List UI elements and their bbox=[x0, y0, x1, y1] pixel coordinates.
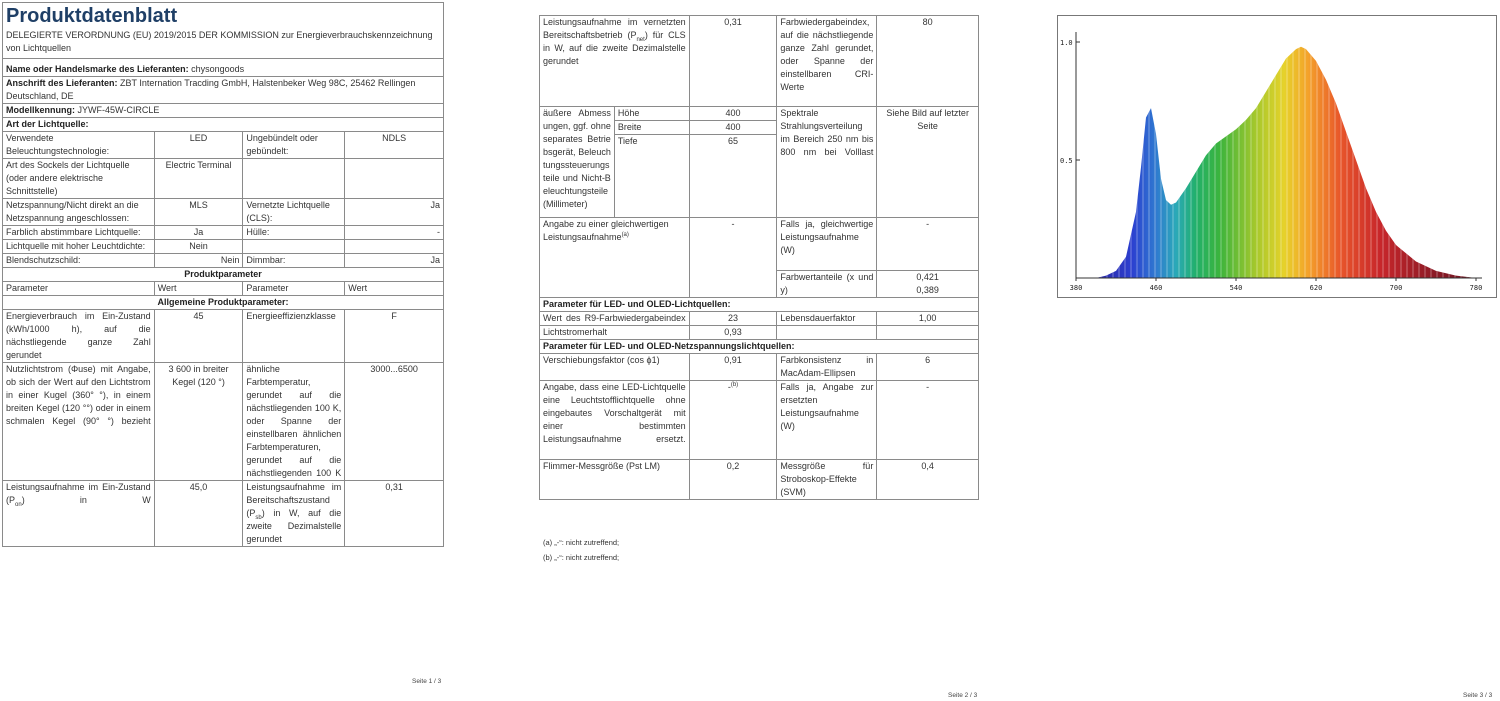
empty-cell bbox=[345, 240, 444, 254]
type-header: Art der Lichtquelle: bbox=[3, 118, 444, 132]
envelope-label: Hülle: bbox=[243, 226, 345, 240]
product-params-header: Produktparameter bbox=[3, 268, 444, 282]
directional-value: NDLS bbox=[345, 132, 444, 159]
luminance-label: Lichtquelle mit hoher Leuchtdichte: bbox=[3, 240, 155, 254]
datasheet-page-1 bbox=[0, 0, 445, 701]
empty-cell bbox=[243, 159, 345, 199]
antiglare-label: Blendschutzschild: bbox=[3, 254, 155, 268]
cap-type-label: Art des Sockels der Lichtquelle (oder andere elektrische Schnittstelle) bbox=[3, 159, 155, 199]
envelope-value: - bbox=[345, 226, 444, 240]
technology-label: Verwendete Beleuchtungstechnologie: bbox=[3, 132, 155, 159]
spectrum-plot bbox=[1058, 16, 1496, 297]
empty-cell bbox=[243, 240, 345, 254]
energy-consumption-value: 45 bbox=[154, 310, 243, 363]
width-value: 400 bbox=[689, 121, 777, 135]
energy-class-value: F bbox=[345, 310, 444, 363]
tunable-label: Farblich abstimmbare Lichtquelle: bbox=[3, 226, 155, 240]
replaced-power-value: - bbox=[877, 381, 979, 460]
spectral-distribution-label: Spektrale Strahlungsverteilung im Bereich 250 nm bis 800 nm bei Volllast bbox=[777, 107, 877, 218]
networked-standby-value: 0,31 bbox=[689, 16, 777, 107]
footnote-b: (b) „-“: nicht zutreffend; bbox=[543, 553, 620, 562]
height-label: Höhe bbox=[614, 107, 689, 121]
energy-class-label: Energieeffizienzklasse bbox=[243, 310, 345, 363]
spectrum-band-texture bbox=[1076, 47, 1476, 278]
equivalent-power-value: - bbox=[877, 218, 979, 271]
energy-consumption-label: Energieverbrauch im Ein-Zustand (kWh/1000 h), auf die nächstliegende ganze Zahl gerundet bbox=[3, 310, 155, 363]
on-mode-power-value: 45,0 bbox=[154, 481, 243, 547]
datasheet-table-page-2 bbox=[539, 15, 979, 500]
cri-value: 80 bbox=[877, 16, 979, 107]
x-tick-label: 620 bbox=[1309, 284, 1323, 292]
x-tick-label: 380 bbox=[1069, 284, 1083, 292]
cls-value: Ja bbox=[345, 199, 444, 226]
mains-value: MLS bbox=[154, 199, 243, 226]
led-params-header: Parameter für LED- und OLED-Lichtquellen: bbox=[540, 298, 979, 312]
y-tick-label: 0.5 bbox=[1060, 157, 1073, 165]
address-label: Anschrift des Lieferanten: bbox=[6, 78, 118, 88]
chromaticity-value: 0,421 0,389 bbox=[877, 271, 979, 298]
survival-factor-value: 1,00 bbox=[877, 312, 979, 326]
table-row bbox=[3, 199, 444, 226]
equivalent-power-label: Falls ja, gleichwertige Leistungsaufnahme (W) bbox=[777, 218, 877, 271]
width-label: Breite bbox=[614, 121, 689, 135]
flicker-metric-value: 0,2 bbox=[689, 460, 777, 500]
general-params-header: Allgemeine Produktparameter: bbox=[3, 296, 444, 310]
height-value: 400 bbox=[689, 107, 777, 121]
on-mode-power-label: Leistungsaufnahme im Ein-Zustand $(P_{on})$ in W bbox=[3, 481, 155, 547]
datasheet-page-2 bbox=[445, 0, 985, 701]
column-header-value: Wert bbox=[345, 282, 444, 296]
lumen-maintenance-value: 0,93 bbox=[689, 326, 777, 340]
supplier-value: chysongoods bbox=[191, 64, 245, 74]
column-header-value: Wert bbox=[154, 282, 243, 296]
footnote-a: (a) „-“: nicht zutreffend; bbox=[543, 538, 620, 547]
table-row bbox=[540, 326, 979, 340]
table-row bbox=[540, 354, 979, 381]
address-value: ZBT Internation Tracding GmbH, Halstenbeker Weg 98C, 25462 Rellingen Deutschland, DE bbox=[6, 78, 416, 101]
table-row bbox=[540, 16, 979, 107]
supplier-label: Name oder Handelsmarke des Lieferanten: bbox=[6, 64, 189, 74]
mains-params-header: Parameter für LED- und OLED-Netzspannungslichtquellen: bbox=[540, 340, 979, 354]
color-temperature-label: ähnliche Farbtemperatur, gerundet auf die nächstliegenden 100 K, oder Spanne der einstellbaren ähnlichen Farbtemperaturen, gerundet auf die nächstliegenden 100 K bbox=[243, 363, 345, 481]
table-row bbox=[3, 132, 444, 159]
equivalent-power-claim-label: Angabe zu einer gleichwertigen Leistungsaufnahme$^{(a)}$ bbox=[540, 218, 690, 298]
luminous-flux-label: Nutzlichtstrom (Φuse) mit Angabe, ob sich der Wert auf den Lichtstrom in einer Kugel (360° °), in einem breiten Kegel (120 °°) oder in einem schmalen Kegel (90° °) bezieht bbox=[3, 363, 155, 481]
column-header-parameter: Parameter bbox=[3, 282, 155, 296]
x-tick-label: 700 bbox=[1389, 284, 1403, 292]
table-row bbox=[3, 240, 444, 254]
chromaticity-label: Farbwertanteile (x und y) bbox=[777, 271, 877, 298]
tunable-value: Ja bbox=[154, 226, 243, 240]
table-row bbox=[540, 218, 979, 271]
standby-power-value: 0,31 bbox=[345, 481, 444, 547]
table-row bbox=[3, 226, 444, 240]
survival-factor-label: Lebensdauerfaktor bbox=[777, 312, 877, 326]
depth-value: 65 bbox=[689, 135, 777, 218]
y-tick-label: 1.0 bbox=[1060, 39, 1073, 47]
replaced-power-label: Falls ja, Angabe zur ersetzten Leistungsaufnahme (W) bbox=[777, 381, 877, 460]
color-temperature-value: 3000...6500 bbox=[345, 363, 444, 481]
retrofit-claim-label: Angabe, dass eine LED-Lichtquelle eine Leuchtstofflichtquelle ohne eingebautes Vorschaltgerät mit einer bestimmten Leistungsaufnahme ersetzt. bbox=[540, 381, 690, 460]
retrofit-claim-value: -$^{(b)}$ bbox=[689, 381, 777, 460]
lumen-maintenance-label: Lichtstromerhalt bbox=[540, 326, 690, 340]
dimmable-label: Dimmbar: bbox=[243, 254, 345, 268]
regulation-subtitle: DELEGIERTE VERORDNUNG (EU) 2019/2015 DER KOMMISSION zur Energieverbrauchskennzeichnung von Lichtquellen bbox=[6, 30, 433, 53]
table-row bbox=[540, 312, 979, 326]
technology-value: LED bbox=[154, 132, 243, 159]
datasheet-table-page-1 bbox=[2, 2, 444, 547]
table-row bbox=[540, 381, 979, 460]
table-row bbox=[3, 254, 444, 268]
depth-label: Tiefe bbox=[614, 135, 689, 218]
table-row bbox=[540, 107, 979, 121]
table-row bbox=[3, 310, 444, 363]
color-consistency-value: 6 bbox=[877, 354, 979, 381]
displacement-factor-label: Verschiebungsfaktor (cos ϕ1) bbox=[540, 354, 690, 381]
spectral-distribution-value: Siehe Bild auf letzter Seite bbox=[877, 107, 979, 218]
x-tick-label: 460 bbox=[1149, 284, 1163, 292]
table-row bbox=[3, 481, 444, 547]
empty-cell bbox=[345, 159, 444, 199]
model-value: JYWF-45W-CIRCLE bbox=[77, 105, 160, 115]
stroboscopic-metric-value: 0,4 bbox=[877, 460, 979, 500]
page-title: Produktdatenblatt bbox=[6, 5, 178, 27]
cap-type-value: Electric Terminal bbox=[154, 159, 243, 199]
page-number: Seite 2 / 3 bbox=[948, 692, 978, 699]
page-number: Seite 3 / 3 bbox=[1463, 692, 1493, 699]
table-row bbox=[3, 159, 444, 199]
r9-label: Wert des R9-Farbwiedergabeindex bbox=[540, 312, 690, 326]
stroboscopic-metric-label: Messgröße für Stroboskop-Effekte (SVM) bbox=[777, 460, 877, 500]
table-header-row bbox=[3, 282, 444, 296]
table-row bbox=[540, 460, 979, 500]
column-header-parameter: Parameter bbox=[243, 282, 345, 296]
antiglare-value: Nein bbox=[154, 254, 243, 268]
page-number: Seite 1 / 3 bbox=[412, 678, 442, 685]
model-label: Modellkennung: bbox=[6, 105, 75, 115]
x-tick-label: 540 bbox=[1229, 284, 1243, 292]
x-tick-label: 780 bbox=[1469, 284, 1483, 292]
color-consistency-label: Farbkonsistenz in MacAdam-Ellipsen bbox=[777, 354, 877, 381]
standby-power-label: Leistungsaufnahme im Bereitschaftszustand $(P_{sb})$ in W, auf die zweite Dezimalstelle gerundet bbox=[243, 481, 345, 547]
luminance-value: Nein bbox=[154, 240, 243, 254]
luminous-flux-value: 3 600 in breiter Kegel (120 °) bbox=[154, 363, 243, 481]
table-row bbox=[3, 363, 444, 481]
mains-label: Netzspannung/Nicht direkt an die Netzspannung angeschlossen: bbox=[3, 199, 155, 226]
r9-value: 23 bbox=[689, 312, 777, 326]
networked-standby-label: Leistungsaufnahme im vernetzten Bereitschaftsbetrieb $(P_{net})$ für CLS in W, auf die zweite Dezimalstelle gerundet bbox=[540, 16, 690, 107]
flicker-metric-label: Flimmer-Messgröße (Pst LM) bbox=[540, 460, 690, 500]
dimmable-value: Ja bbox=[345, 254, 444, 268]
directional-label: Ungebündelt oder gebündelt: bbox=[243, 132, 345, 159]
cls-label: Vernetzte Lichtquelle (CLS): bbox=[243, 199, 345, 226]
dimensions-label: äußere Abmessungen, ggf. ohne separates Betriebsgerät, Beleuchtungssteuerungsteile und Nicht-Beleuchtungsteile (Millimeter) bbox=[540, 107, 615, 218]
displacement-factor-value: 0,91 bbox=[689, 354, 777, 381]
cri-label: Farbwiedergabeindex, auf die nächstliegende ganze Zahl gerundet, oder Spanne der einstellbaren CRI-Werte bbox=[777, 16, 877, 107]
equivalent-power-claim-value: - bbox=[689, 218, 777, 298]
spectral-distribution-chart bbox=[1057, 15, 1497, 298]
